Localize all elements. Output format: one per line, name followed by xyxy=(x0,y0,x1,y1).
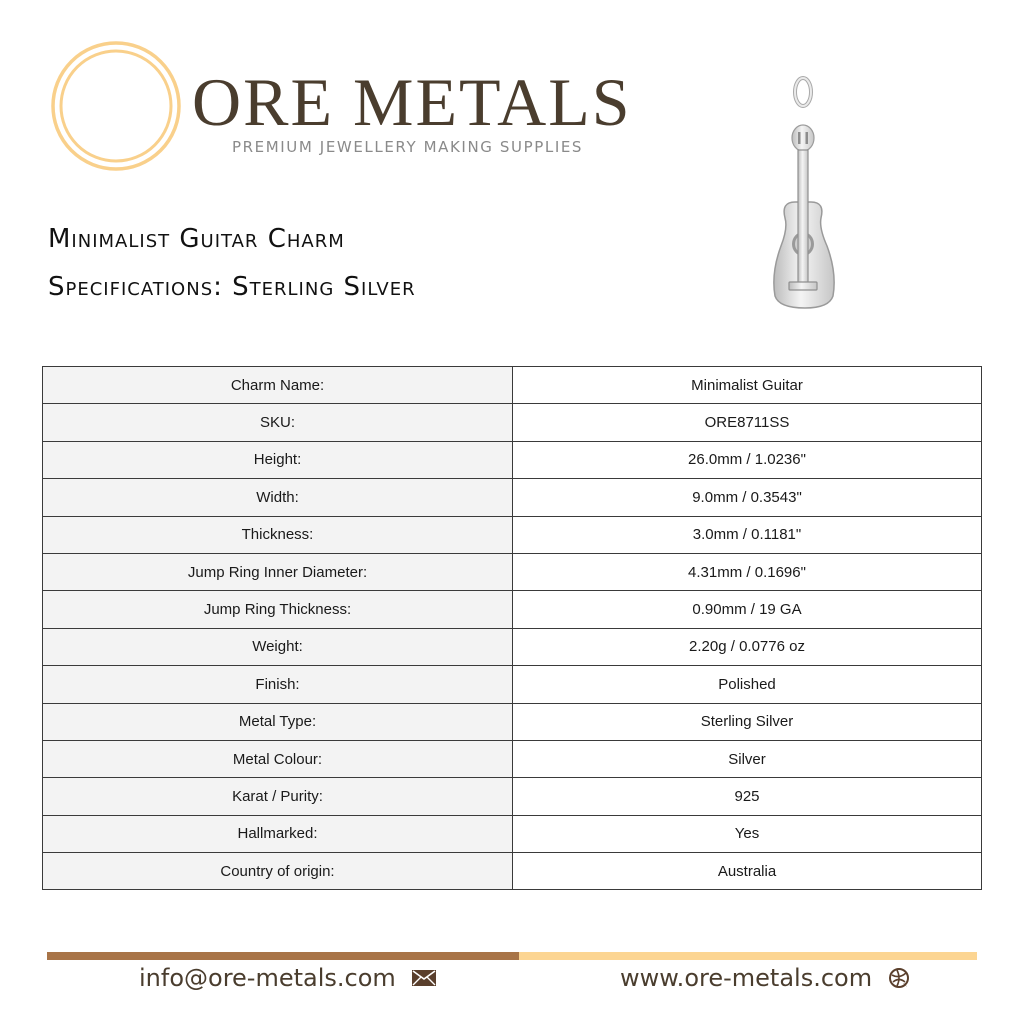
website-link[interactable]: www.ore-metals.com xyxy=(620,964,873,992)
spec-value: Silver xyxy=(513,740,982,777)
table-row xyxy=(43,853,982,890)
table-row xyxy=(43,553,982,590)
spec-label: Karat / Purity: xyxy=(43,778,513,815)
table-row xyxy=(43,404,982,441)
spec-value: 4.31mm / 0.1696" xyxy=(513,553,982,590)
product-subtitle: Specifications: Sterling Silver xyxy=(48,272,416,302)
spec-label: Metal Type: xyxy=(43,703,513,740)
table-row xyxy=(43,815,982,852)
spec-value: ORE8711SS xyxy=(513,404,982,441)
guitar-charm-image xyxy=(755,68,855,324)
globe-icon xyxy=(888,967,910,989)
brand-tagline: PREMIUM JEWELLERY MAKING SUPPLIES xyxy=(232,138,584,156)
brand-name: ORE METALS xyxy=(192,64,632,140)
spec-value: 9.0mm / 0.3543" xyxy=(513,479,982,516)
table-row xyxy=(43,740,982,777)
spec-label: Weight: xyxy=(43,628,513,665)
product-title: Minimalist Guitar Charm xyxy=(48,224,345,254)
table-row xyxy=(43,591,982,628)
spec-label: Jump Ring Inner Diameter: xyxy=(43,553,513,590)
table-row xyxy=(43,703,982,740)
contact-website[interactable] xyxy=(620,964,910,992)
table-row xyxy=(43,628,982,665)
spec-value: 925 xyxy=(513,778,982,815)
email-link[interactable]: info@ore-metals.com xyxy=(139,964,396,992)
spec-value: Sterling Silver xyxy=(513,703,982,740)
envelope-icon xyxy=(412,970,436,986)
spec-value: Australia xyxy=(513,853,982,890)
spec-label: Jump Ring Thickness: xyxy=(43,591,513,628)
spec-label: Hallmarked: xyxy=(43,815,513,852)
spec-table xyxy=(42,366,982,890)
spec-value: Minimalist Guitar xyxy=(513,367,982,404)
spec-label: Metal Colour: xyxy=(43,740,513,777)
spec-value: 3.0mm / 0.1181" xyxy=(513,516,982,553)
spec-label: Thickness: xyxy=(43,516,513,553)
spec-value: 26.0mm / 1.0236" xyxy=(513,441,982,478)
spec-label: Width: xyxy=(43,479,513,516)
footer-bar-right xyxy=(519,952,977,960)
spec-value: 2.20g / 0.0776 oz xyxy=(513,628,982,665)
spec-label: Finish: xyxy=(43,666,513,703)
table-row xyxy=(43,367,982,404)
table-row xyxy=(43,778,982,815)
table-row xyxy=(43,441,982,478)
table-row xyxy=(43,666,982,703)
logo-ring-icon xyxy=(50,40,182,172)
spec-value: 0.90mm / 19 GA xyxy=(513,591,982,628)
spec-label: Charm Name: xyxy=(43,367,513,404)
table-row xyxy=(43,516,982,553)
table-row xyxy=(43,479,982,516)
spec-label: Country of origin: xyxy=(43,853,513,890)
footer-bar-left xyxy=(47,952,519,960)
contact-email[interactable] xyxy=(139,964,436,992)
spec-label: SKU: xyxy=(43,404,513,441)
spec-value: Polished xyxy=(513,666,982,703)
spec-value: Yes xyxy=(513,815,982,852)
spec-label: Height: xyxy=(43,441,513,478)
